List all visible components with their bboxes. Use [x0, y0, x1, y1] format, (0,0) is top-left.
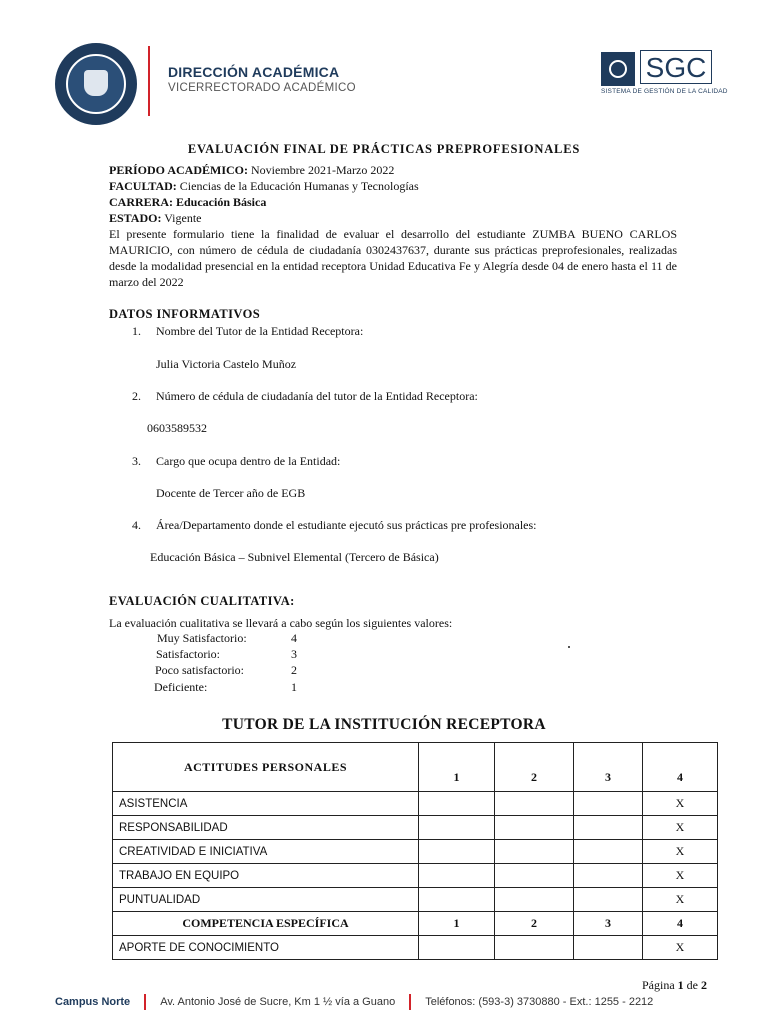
row-mark: X [643, 936, 718, 960]
row-mark [495, 864, 574, 888]
footer-divider [144, 994, 146, 1010]
footer-bar [55, 994, 653, 1010]
department-title: DIRECCIÓN ACADÉMICA [168, 64, 340, 80]
intro-paragraph: El presente formulario tiene la finalidad de evaluar el desarrollo del estudiante ZUMBA BUENO CARLOS MAURICIO, con número de cédula de ciudadanía 0302437637, durante sus prácticas preprofesionales, realizadas desde la modalidad presencial en la entidad receptora Unidad Educativa Fe y Alegría desde 04 de enero hasta el 11 de marzo del 2022 [109, 227, 677, 289]
page-total: 2 [701, 978, 707, 992]
row-mark: X [643, 792, 718, 816]
datos-item-2-question: Número de cédula de ciudadanía del tutor de la Entidad Receptora: [156, 389, 478, 403]
row-mark [419, 840, 495, 864]
facultad-value: Ciencias de la Educación Humanas y Tecnologías [176, 179, 419, 193]
sgc-logo-icon [601, 52, 635, 86]
row-mark [495, 792, 574, 816]
subheader-col: 1 [419, 912, 495, 936]
header-col: 4 [643, 743, 718, 792]
row-mark: X [643, 816, 718, 840]
periodo-value: Noviembre 2021-Marzo 2022 [248, 163, 395, 177]
evaluation-table [112, 742, 718, 960]
stray-dot [568, 646, 570, 648]
subheader-col: 4 [643, 912, 718, 936]
datos-item-3-answer: Docente de Tercer año de EGB [156, 486, 306, 500]
footer-campus: Campus Norte [55, 995, 131, 1008]
value-number: 3 [291, 647, 297, 661]
facultad-label: FACULTAD: [109, 179, 177, 193]
table-row [113, 816, 718, 840]
university-seal-logo [55, 43, 137, 125]
datos-item-1-num: 1. [132, 324, 141, 338]
datos-item-2-answer: 0603589532 [147, 421, 207, 435]
row-mark: X [643, 840, 718, 864]
table-row [113, 936, 718, 960]
datos-item-1-answer: Julia Victoria Castelo Muñoz [156, 357, 297, 371]
periodo-line [109, 162, 394, 178]
datos-item-3-question: Cargo que ocupa dentro de la Entidad: [156, 454, 341, 468]
value-label: Deficiente: [154, 680, 208, 694]
row-label: RESPONSABILIDAD [113, 816, 419, 840]
value-number: 2 [291, 663, 297, 677]
footer-phones: Teléfonos: (593-3) 3730880 - Ext.: 1255 - 2212 [425, 995, 654, 1008]
datos-item-4-answer: Educación Básica – Subnivel Elemental (Tercero de Básica) [150, 550, 439, 564]
header-col: 2 [495, 743, 574, 792]
row-label: CREATIVIDAD E INICIATIVA [113, 840, 419, 864]
page-prefix: Página [642, 978, 678, 992]
sgc-logo-text: SGC [640, 50, 712, 84]
row-mark [495, 888, 574, 912]
row-mark [419, 792, 495, 816]
value-number: 1 [291, 680, 297, 694]
row-label: APORTE DE CONOCIMIENTO [113, 936, 419, 960]
sgc-subtitle: SISTEMA DE GESTIÓN DE LA CALIDAD [601, 88, 728, 95]
row-mark [574, 792, 643, 816]
row-mark [574, 840, 643, 864]
page-current: 1 [677, 978, 684, 992]
row-mark [419, 816, 495, 840]
row-label: TRABAJO EN EQUIPO [113, 864, 419, 888]
page-number [642, 978, 707, 993]
cualitativa-intro: La evaluación cualitativa se llevará a cabo según los siguientes valores: [109, 616, 453, 630]
row-mark [574, 936, 643, 960]
row-mark [419, 864, 495, 888]
header-competencia: COMPETENCIA ESPECÍFICA [113, 912, 419, 936]
row-mark [574, 888, 643, 912]
datos-item-3-num: 3. [132, 454, 141, 468]
tutor-table-title: TUTOR DE LA INSTITUCIÓN RECEPTORA [222, 716, 546, 733]
datos-item-2-num: 2. [132, 389, 141, 403]
header-divider [148, 46, 150, 116]
document-title: EVALUACIÓN FINAL DE PRÁCTICAS PREPROFESIONALES [187, 142, 581, 156]
footer-divider [409, 994, 411, 1010]
datos-item-1-question: Nombre del Tutor de la Entidad Receptora: [156, 324, 364, 338]
table-header-row [113, 743, 718, 792]
facultad-line [109, 178, 419, 194]
department-subtitle: VICERRECTORADO ACADÉMICO [168, 82, 356, 94]
row-mark: X [643, 864, 718, 888]
footer-address: Av. Antonio José de Sucre, Km 1 ½ vía a Guano [160, 995, 396, 1008]
value-label: Satisfactorio: [156, 647, 220, 661]
table-row [113, 792, 718, 816]
table-row [113, 840, 718, 864]
datos-title: DATOS INFORMATIVOS [109, 307, 261, 321]
table-row [113, 864, 718, 888]
subheader-col: 3 [574, 912, 643, 936]
periodo-label: PERÍODO ACADÉMICO: [109, 163, 249, 177]
row-mark [495, 936, 574, 960]
row-mark [574, 816, 643, 840]
row-mark [495, 816, 574, 840]
estado-label: ESTADO: [109, 211, 162, 225]
header-col: 3 [574, 743, 643, 792]
cualitativa-title: EVALUACIÓN CUALITATIVA: [109, 594, 295, 608]
header-actitudes: ACTITUDES PERSONALES [113, 743, 419, 792]
table-row [113, 888, 718, 912]
header-col: 1 [419, 743, 495, 792]
estado-line [109, 210, 202, 226]
row-mark: X [643, 888, 718, 912]
value-label: Muy Satisfactorio: [157, 631, 247, 645]
carrera-line: CARRERA: Educación Básica [109, 195, 267, 209]
row-mark [419, 936, 495, 960]
value-number: 4 [291, 631, 297, 645]
row-mark [495, 840, 574, 864]
table-subheader-row [113, 912, 718, 936]
datos-item-4-question: Área/Departamento donde el estudiante ejecutó sus prácticas pre profesionales: [156, 518, 537, 532]
datos-item-4-num: 4. [132, 518, 141, 532]
page-mid: de [683, 978, 701, 992]
estado-value: Vigente [161, 211, 202, 225]
subheader-col: 2 [495, 912, 574, 936]
row-mark [574, 864, 643, 888]
row-mark [419, 888, 495, 912]
row-label: PUNTUALIDAD [113, 888, 419, 912]
row-label: ASISTENCIA [113, 792, 419, 816]
value-label: Poco satisfactorio: [155, 663, 244, 677]
